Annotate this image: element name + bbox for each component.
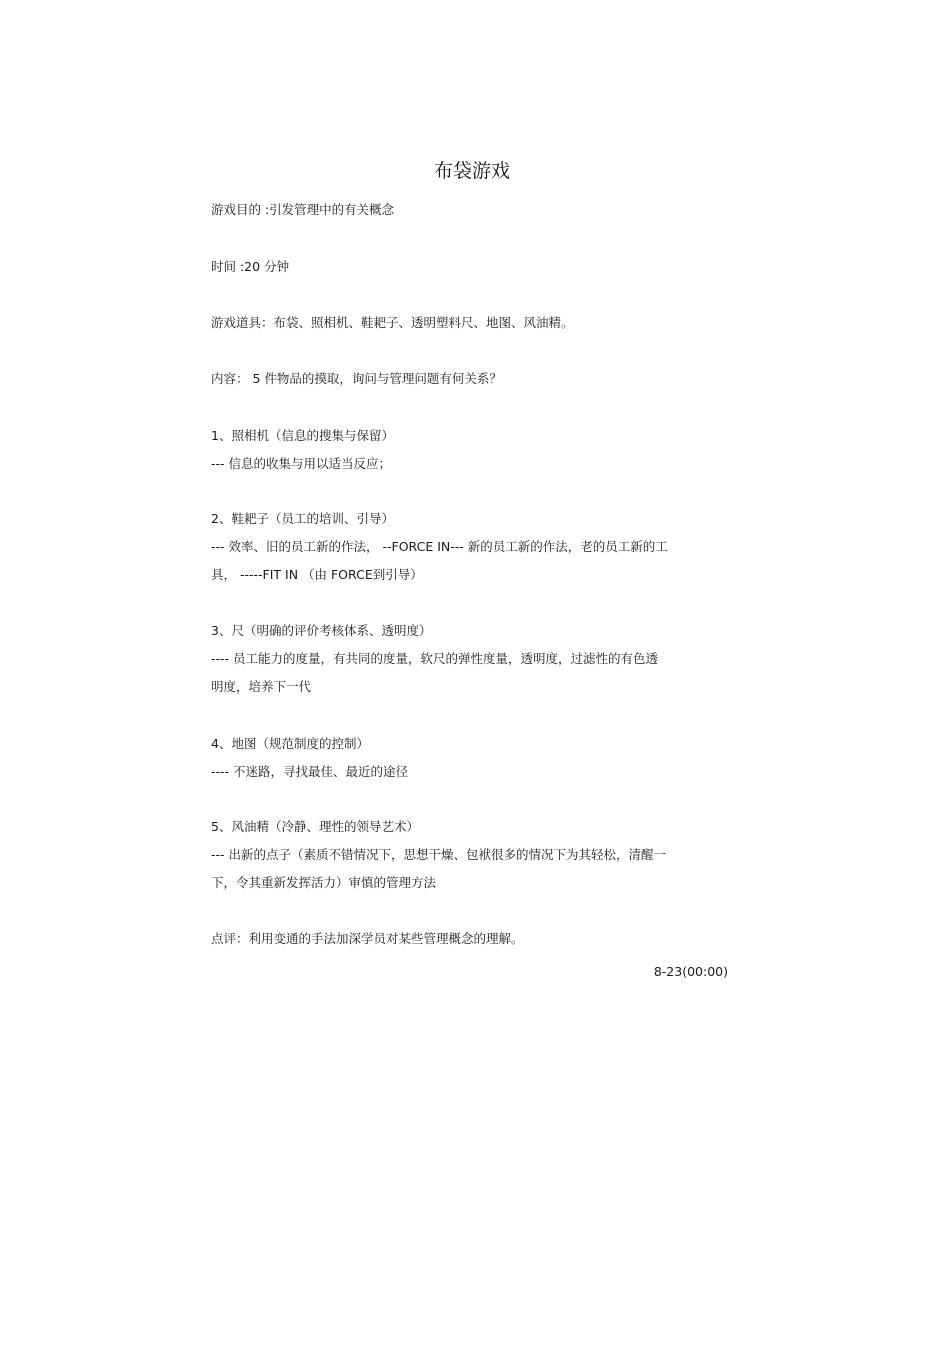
item-4-heading: 4、地图（规范制度的控制）	[211, 736, 369, 751]
item-3-line-1: ---- 员工能力的度量，有共同的度量，软尺的弹性度量，透明度，过滤性的有色透	[211, 651, 659, 666]
item-1-line-1: --- 信息的收集与用以适当反应；	[211, 456, 392, 471]
props-line: 游戏道具：布袋、照相机、鞋耙子、透明塑料尺、地图、风油精。	[211, 315, 574, 330]
item-2-line-1: --- 效率、旧的员工新的作法， --FORCE IN--- 新的员工新的作法，老的员工新的工	[211, 539, 668, 554]
content-line: 内容： 5 件物品的摸取，询问与管理问题有何关系？	[211, 371, 502, 386]
item-5-heading: 5、风油精（冷静、理性的领导艺术）	[211, 819, 419, 834]
item-3-line-2: 明度，培养下一代	[211, 679, 312, 694]
item-2-line-2: 具， -----FIT IN （由 FORCE到引导）	[211, 567, 423, 582]
date-signature: 8-23(00:00)	[653, 964, 728, 979]
item-5-line-2: 下，令其重新发挥活力）审慎的管理方法	[211, 875, 437, 890]
item-4-line-1: ---- 不迷路，寻找最佳、最近的途径	[211, 764, 409, 779]
item-5-line-1: --- 出新的点子（素质不错情况下，思想干燥、包袱很多的情况下为其轻松，清醒一	[211, 847, 667, 862]
time-line: 时间 :20 分钟	[211, 259, 290, 274]
item-1-heading: 1、照相机（信息的搜集与保留）	[211, 428, 394, 443]
comment-line: 点评：利用变通的手法加深学员对某些管理概念的理解。	[211, 931, 524, 946]
purpose-line: 游戏目的 :引发管理中的有关概念	[211, 202, 395, 217]
item-2-heading: 2、鞋耙子（员工的培训、引导）	[211, 511, 394, 526]
item-3-heading: 3、尺（明确的评价考核体系、透明度）	[211, 623, 432, 638]
document-title: 布袋游戏	[433, 160, 510, 182]
